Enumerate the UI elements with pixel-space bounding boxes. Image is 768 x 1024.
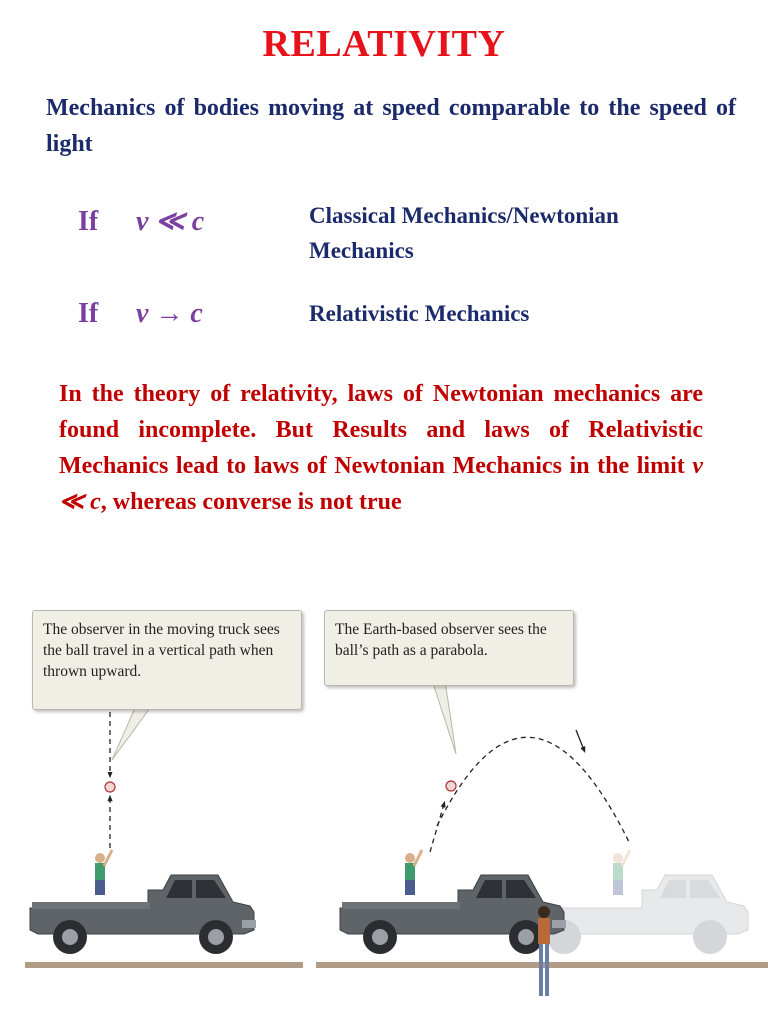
page-title: RELATIVITY <box>262 23 506 65</box>
person-in-truck-icon <box>95 850 112 895</box>
right-callout: The Earth-based observer sees the ball’s path as a parabola. <box>324 610 574 686</box>
relativistic-mechanics-label: Relativistic Mechanics <box>309 301 530 326</box>
classical-mechanics-label: Classical Mechanics/Newtonian Mechanics <box>309 203 619 263</box>
ball-icon <box>446 781 456 791</box>
callout-pointer-right <box>430 674 456 754</box>
condition-if-label: If <box>78 298 99 329</box>
relativity-paragraph <box>59 376 703 520</box>
parabola-arrow-up <box>430 804 444 852</box>
truck-icon <box>340 875 566 954</box>
parabola-path <box>437 737 630 844</box>
person-in-truck-icon <box>405 850 422 895</box>
truck-icon <box>30 875 256 954</box>
subtitle: Mechanics of bodies moving at speed comparable to the speed of light <box>46 95 736 157</box>
condition-slow <box>78 204 204 238</box>
parabola-arrow-down <box>576 730 584 750</box>
ground-left <box>25 962 303 968</box>
condition-fast <box>78 298 203 330</box>
paragraph-math: v ≪ c <box>59 453 703 515</box>
paragraph-text-end: , whereas converse is not true <box>100 489 402 515</box>
paragraph-text: In the theory of relativity, laws of Newtonian mechanics are found incomplete. But Results and laws of Relativistic Mechanics lead to laws of Newtonian Mechanics in the limit <box>59 381 703 479</box>
condition-if-label: If <box>78 206 99 237</box>
condition-expression: v ≪ c <box>136 206 205 237</box>
earth-observer-icon <box>538 906 550 996</box>
faded-person-icon <box>613 850 630 895</box>
condition-expression: v → c <box>136 298 203 329</box>
callout-pointer-left <box>112 708 150 760</box>
ball-icon <box>105 782 115 792</box>
left-callout: The observer in the moving truck sees the ball travel in a vertical path when thrown upward. <box>32 610 302 710</box>
